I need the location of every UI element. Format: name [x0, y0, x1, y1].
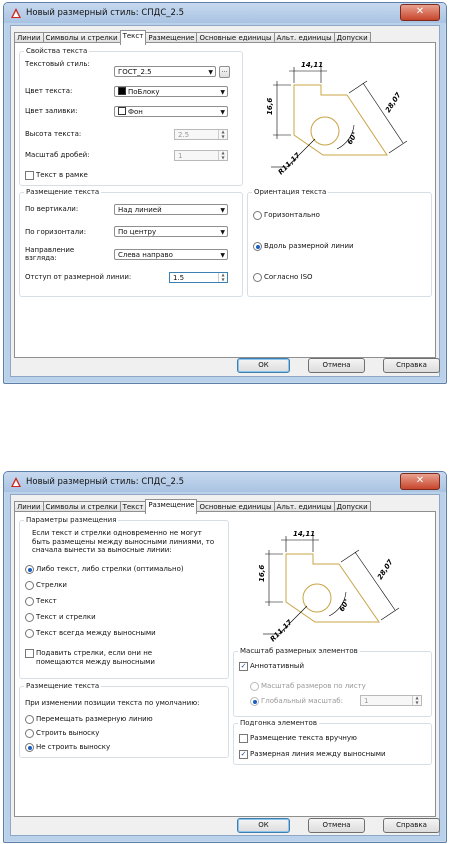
tab-panel: [14, 511, 436, 817]
ok-button[interactable]: ОК: [237, 818, 290, 833]
orient-aligned-label: Вдоль размерной линии: [264, 242, 354, 250]
offset-value: 1.5: [173, 274, 185, 282]
title-bar[interactable]: [4, 3, 446, 23]
title-bar[interactable]: [4, 472, 446, 492]
dialog-client: [10, 494, 440, 836]
vertical-value: Над линией: [118, 206, 162, 214]
preview-part-outline: [286, 554, 379, 622]
no-leader-radio[interactable]: [25, 743, 34, 752]
dim-left-text: 16,6: [266, 97, 274, 115]
tab-panel: [14, 42, 436, 358]
view-direction-select[interactable]: [114, 249, 228, 260]
add-leader-label: Строить выноску: [36, 729, 100, 737]
horizontal-select[interactable]: [114, 226, 228, 237]
vertical-label: По вертикали:: [25, 205, 79, 213]
dim-top-text: 14,11: [301, 61, 324, 69]
dim-style-dialog-fit-tab: [3, 471, 447, 843]
text-color-select[interactable]: [114, 86, 228, 97]
global-scale-input[interactable]: [360, 695, 422, 706]
group-legend: Масштаб размерных элементов: [240, 647, 358, 655]
fit-best-radio[interactable]: [25, 565, 34, 574]
chevron-down-icon: ▼: [220, 207, 225, 214]
global-scale-radio[interactable]: [250, 697, 259, 706]
fit-always-label: Текст всегда между выносными: [36, 629, 156, 637]
group-legend: Размещение текста: [26, 188, 100, 196]
chevron-down-icon: ▼: [220, 252, 225, 259]
move-dimline-label: Перемещать размерную линию: [36, 715, 153, 723]
offset-input[interactable]: [169, 272, 228, 283]
autocad-app-icon: [10, 476, 22, 488]
text-position-group: [19, 682, 229, 758]
view-direction-label: Направление взгляда:: [25, 246, 75, 262]
text-height-value: 2.5: [178, 131, 190, 139]
offset-label: Отступ от размерной линии:: [25, 273, 132, 281]
spinner-arrows-icon[interactable]: ▲ ▼: [218, 273, 227, 282]
suppress-arrows-checkbox[interactable]: [25, 649, 34, 658]
text-style-browse-button[interactable]: ...: [219, 66, 230, 78]
group-legend: Свойства текста: [26, 47, 88, 55]
tab-tolerances[interactable]: Допуски: [334, 501, 371, 513]
tab-text[interactable]: Текст: [120, 501, 147, 513]
color-swatch: [118, 107, 126, 115]
scale-group: [233, 647, 432, 717]
horizontal-label: По горизонтали:: [25, 228, 87, 236]
fraction-scale-value: 1: [178, 152, 183, 160]
preview-part-outline: [294, 85, 387, 155]
chevron-down-icon: ▼: [220, 229, 225, 236]
move-dimline-radio[interactable]: [25, 715, 34, 724]
annotative-checkbox[interactable]: ✓: [240, 662, 247, 670]
cancel-button[interactable]: Отмена: [308, 358, 365, 373]
autocad-app-icon: [10, 7, 22, 19]
text-style-value: ГОСТ_2.5: [118, 68, 152, 76]
group-legend: Ориентация текста: [254, 188, 327, 196]
tab-text[interactable]: Текст: [120, 30, 147, 45]
vertical-select[interactable]: [114, 204, 228, 215]
fit-always-radio[interactable]: [25, 629, 34, 638]
fit-options-group: [19, 516, 229, 679]
preview-dimension-lines: [263, 536, 399, 634]
text-orientation-group: [247, 188, 432, 297]
tab-symbols-arrows[interactable]: Символы и стрелки: [43, 501, 121, 513]
fit-text-label: Текст: [36, 597, 57, 605]
text-height-input[interactable]: [174, 129, 228, 140]
suppress-arrows-label: Подавить стрелки, если они не помещаются между выносными: [36, 649, 155, 666]
fit-both-radio[interactable]: [25, 613, 34, 622]
text-color-label: Цвет текста:: [25, 87, 73, 95]
text-style-select[interactable]: [114, 66, 216, 77]
text-color-value: ПоБлоку: [128, 88, 160, 96]
fit-arrows-label: Стрелки: [36, 581, 67, 589]
dim-angle-text: 60°: [345, 130, 360, 146]
text-frame-label: Текст в рамке: [36, 171, 88, 179]
fit-description: Если текст и стрелки одновременно не могут быть размещены между выносными линиями, то сначала вынести за выносные линии:: [32, 529, 215, 554]
tab-fit[interactable]: Размещение: [145, 499, 197, 514]
text-frame-checkbox[interactable]: [25, 171, 34, 180]
text-height-label: Высота текста:: [25, 130, 82, 138]
dim-left-text: 16,6: [258, 564, 266, 582]
dialog-title: Новый размерный стиль: СПДС_2.5: [26, 8, 185, 18]
dialog-title: Новый размерный стиль: СПДС_2.5: [26, 477, 185, 487]
global-scale-value: 1: [364, 697, 369, 705]
chevron-down-icon: ▼: [220, 109, 225, 116]
dim-radius-text: R11,17: [268, 618, 294, 644]
tab-fit[interactable]: Размещение: [145, 32, 197, 44]
fit-best-label: Либо текст, либо стрелки (оптимально): [36, 565, 184, 573]
fit-both-label: Текст и стрелки: [36, 613, 96, 621]
no-leader-label: Не строить выноску: [36, 743, 111, 751]
add-leader-radio[interactable]: [25, 729, 34, 738]
close-icon: ✕: [415, 6, 425, 17]
tab-primary-units[interactable]: Основные единицы: [196, 32, 274, 44]
chevron-down-icon: ▼: [208, 69, 213, 76]
cancel-button[interactable]: Отмена: [308, 818, 365, 833]
dialog-client: [10, 25, 440, 377]
global-scale-label: Глобальный масштаб:: [261, 697, 343, 705]
dim-top-text: 14,11: [293, 530, 316, 538]
manual-placement-label: Размещение текста вручную: [250, 734, 357, 742]
text-position-description: При изменении позиции текста по умолчанию:: [25, 699, 200, 707]
spinner-arrows-icon[interactable]: ▲ ▼: [412, 696, 421, 705]
color-swatch: [118, 87, 126, 95]
horizontal-value: По центру: [118, 228, 157, 236]
scale-to-layout-radio[interactable]: [250, 682, 259, 691]
chevron-down-icon: ▼: [220, 89, 225, 96]
tab-symbols-arrows[interactable]: Символы и стрелки: [43, 32, 121, 44]
spinner-arrows-icon[interactable]: ▲ ▼: [218, 130, 227, 139]
dimension-preview: [243, 522, 423, 648]
dim-angle-text: 60°: [337, 597, 352, 613]
preview-dimension-lines: [271, 67, 407, 167]
tab-lines[interactable]: Линии: [14, 32, 44, 44]
tab-alt-units[interactable]: Альт. единицы: [274, 501, 335, 513]
scale-to-layout-label: Масштаб размеров по листу: [261, 682, 366, 690]
fill-color-label: Цвет заливки:: [25, 107, 78, 115]
annotative-label: Аннотативный: [250, 662, 304, 670]
dim-right-text: 28,07: [375, 558, 395, 582]
orient-horizontal-radio[interactable]: [253, 211, 262, 220]
fraction-scale-label: Масштаб дробей:: [25, 151, 90, 159]
group-legend: Подгонка элементов: [240, 719, 317, 727]
tab-lines[interactable]: Линии: [14, 501, 44, 513]
view-direction-value: Слева направо: [118, 251, 173, 259]
fill-color-select[interactable]: [114, 106, 228, 117]
fill-color-value: Фон: [128, 108, 143, 116]
dim-radius-text: R11,17: [276, 151, 302, 177]
dimline-between-checkbox[interactable]: ✓: [240, 750, 247, 758]
close-button[interactable]: [400, 473, 440, 490]
fraction-scale-input[interactable]: [174, 150, 228, 161]
close-button[interactable]: [400, 4, 440, 21]
fit-text-radio[interactable]: [25, 597, 34, 606]
tab-alt-units[interactable]: Альт. единицы: [274, 32, 335, 44]
help-button[interactable]: Справка: [383, 818, 440, 833]
manual-placement-checkbox[interactable]: [239, 734, 248, 743]
dimline-between-label: Размерная линия между выносными: [250, 750, 386, 758]
orient-iso-radio[interactable]: [253, 273, 262, 282]
ok-button[interactable]: ОК: [237, 358, 290, 373]
group-legend: Параметры размещения: [26, 516, 117, 524]
tab-tolerances[interactable]: Допуски: [334, 32, 371, 44]
text-placement-group: [19, 188, 243, 297]
orient-iso-label: Согласно ISO: [264, 273, 313, 281]
text-style-label: Текстовый стиль:: [25, 60, 90, 68]
tab-primary-units[interactable]: Основные единицы: [196, 501, 274, 513]
dim-right-text: 28,07: [383, 91, 403, 115]
help-button[interactable]: Справка: [383, 358, 440, 373]
dim-style-dialog-text-tab: [3, 2, 447, 384]
fit-arrows-radio[interactable]: [25, 581, 34, 590]
orient-horizontal-label: Горизонтально: [264, 211, 320, 219]
group-legend: Размещение текста: [26, 682, 100, 690]
text-properties-group: [19, 47, 243, 186]
orient-aligned-radio[interactable]: [253, 242, 262, 251]
fine-tuning-group: [233, 719, 432, 765]
dimension-preview: [251, 53, 431, 183]
close-icon: ✕: [415, 475, 425, 486]
spinner-arrows-icon[interactable]: ▲ ▼: [218, 151, 227, 160]
